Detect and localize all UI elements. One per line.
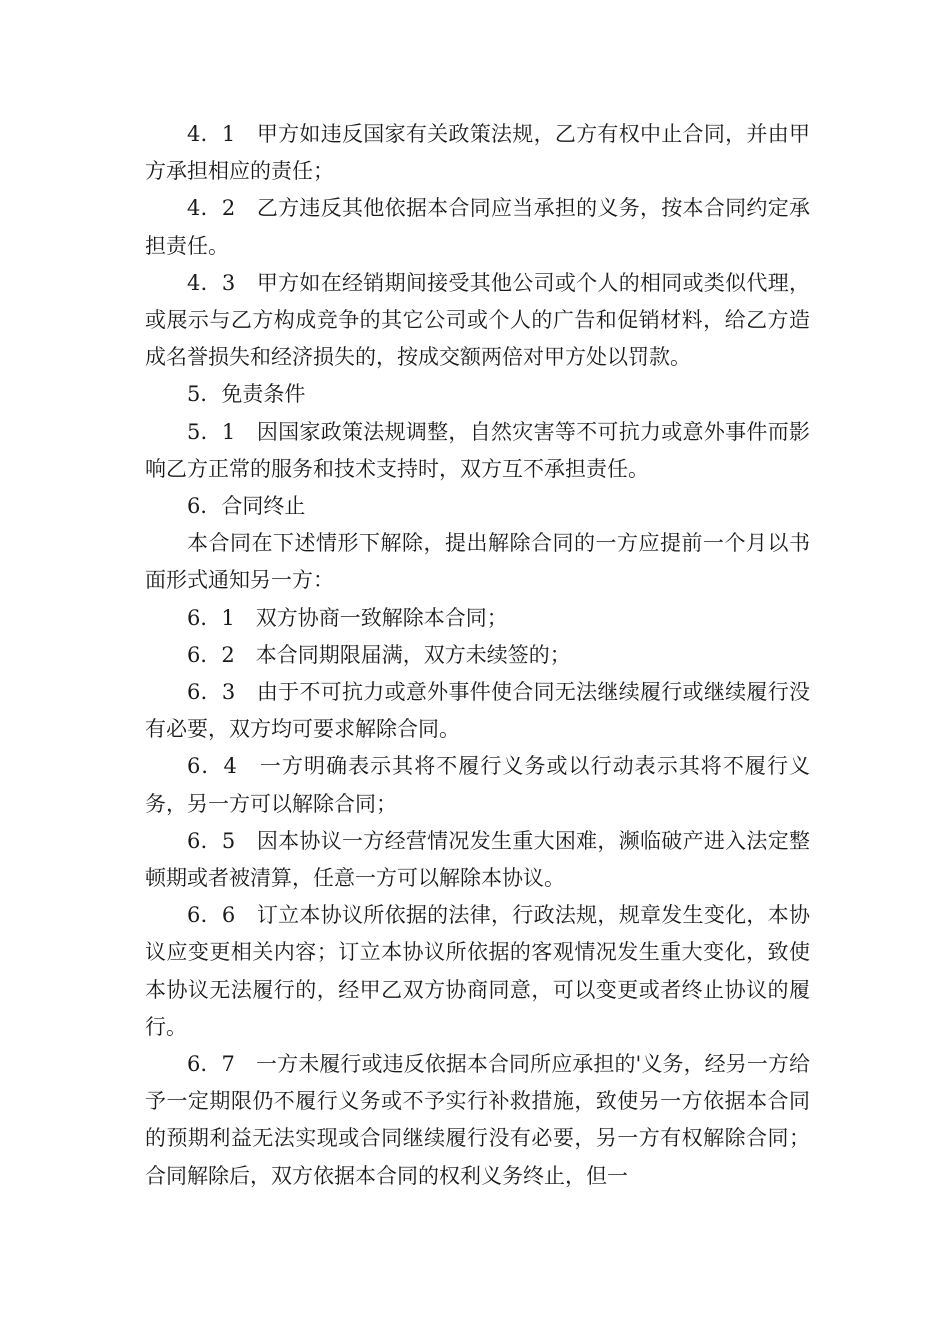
- clause-5-1: 5．1 因国家政策法规调整，自然灾害等不可抗力或意外事件而影响乙方正常的服务和技术支持时，双方互不承担责任。: [145, 419, 810, 481]
- clause-6-6: 6．6 订立本协议所依据的法律，行政法规，规章发生变化，本协议应变更相关内容；订立本协议所依据的客观情况发生重大变化，致使本协议无法履行的，经甲乙双方协商同意，可以变更或者终止协议的履行。: [145, 903, 810, 1039]
- section-6-intro: 本合同在下述情形下解除，提出解除合同的一方应提前一个月以书面形式通知另一方：: [145, 531, 810, 593]
- clause-4-1: 4．1 甲方如违反国家有关政策法规，乙方有权中止合同，并由甲方承担相应的责任；: [145, 122, 810, 184]
- clause-6-2: 6．2 本合同期限届满，双方未续签的；: [187, 642, 571, 667]
- clause-6-1: 6．1 双方协商一致解除本合同；: [187, 605, 508, 630]
- clause-6-3: 6．3 由于不可抗力或意外事件使合同无法继续履行或继续履行没有必要，双方均可要求解除合同。: [145, 680, 810, 742]
- document-body: [145, 116, 810, 1195]
- section-5-heading: 5．免责条件: [187, 382, 306, 407]
- clause-6-7: 6．7 一方未履行或违反依据本合同所应承担的'义务，经另一方给予一定期限仍不履行义务或不予实行补救措施，致使另一方依据本合同的预期利益无法实现或合同继续履行没有必要，另一方有权解除合同；合同解除后，双方依据本合同的权利义务终止，但一: [145, 1052, 810, 1188]
- clause-6-4: 6．4 一方明确表示其将不履行义务或以行动表示其将不履行义务，另一方可以解除合同；: [145, 754, 810, 816]
- clause-6-5: 6．5 因本协议一方经营情况发生重大困难，濒临破产进入法定整顿期或者被清算，任意一方可以解除本协议。: [145, 828, 810, 891]
- clause-4-3: 4．3 甲方如在经销期间接受其他公司或个人的相同或类似代理，或展示与乙方构成竞争的其它公司或个人的广告和促销材料，给乙方造成名誉损失和经济损失的，按成交额两倍对甲方处以罚款。: [145, 270, 810, 370]
- clause-4-2: 4．2 乙方违反其他依据本合同应当承担的义务，按本合同约定承担责任。: [145, 196, 810, 258]
- section-6-heading: 6．合同终止: [187, 494, 306, 519]
